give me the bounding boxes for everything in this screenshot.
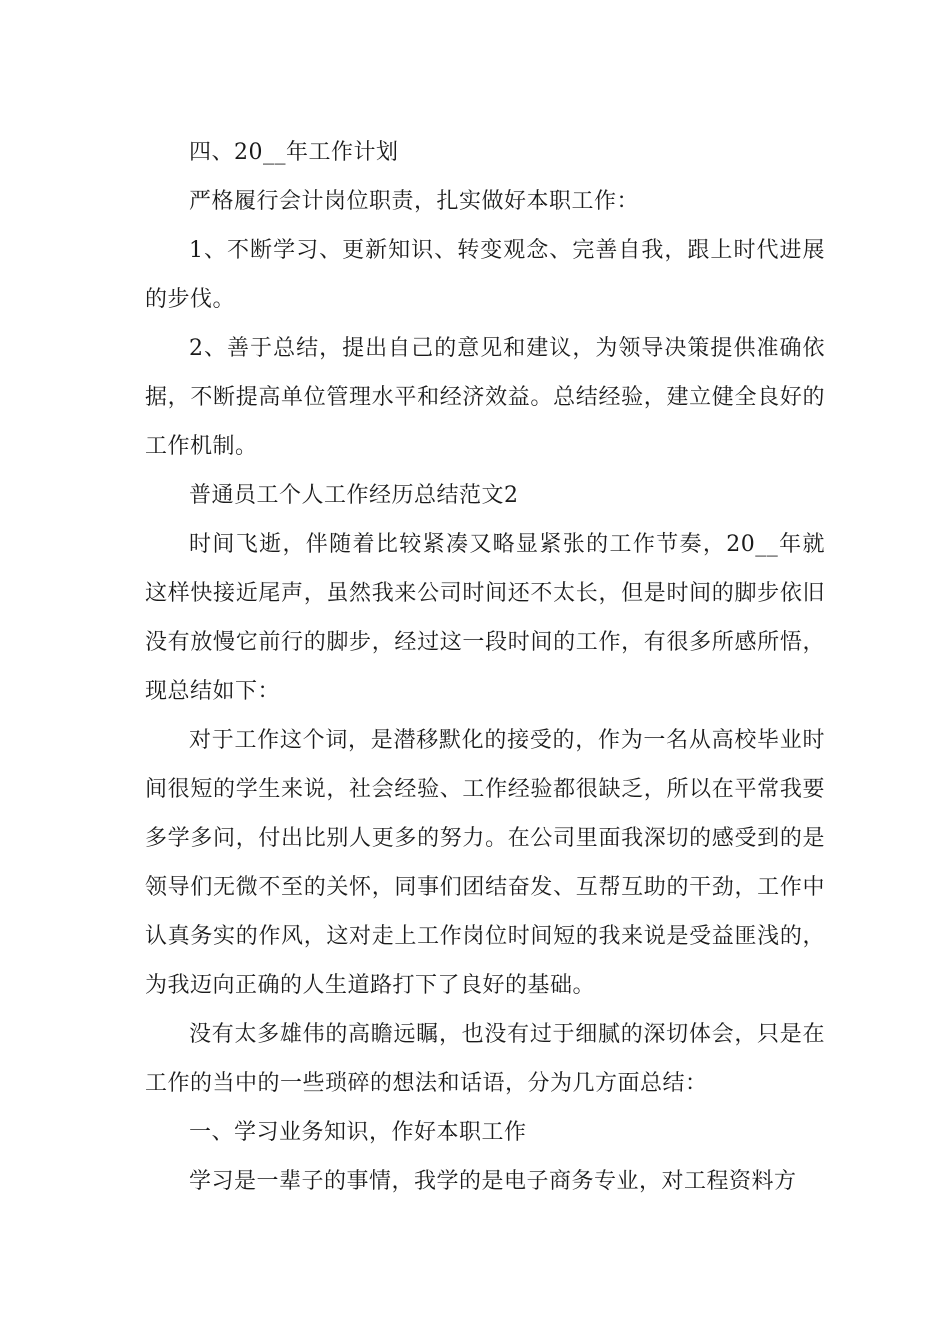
- section-heading-plan: 四、20__年工作计划: [189, 140, 399, 165]
- paragraph-learning: 学习是一辈子的事情，我学的是电子商务专业，对工程资料方: [189, 1169, 797, 1194]
- article-title: 普通员工个人工作经历总结范文2: [189, 483, 519, 508]
- paragraph-summary-intro: 没有太多雄伟的高瞻远瞩，也没有过于细腻的深切体会，只是在工作的当中的一些琐碎的想法和话语，分为几方面总结：: [145, 1022, 825, 1096]
- paragraph-item-2: 2、善于总结，提出自己的意见和建议，为领导决策提供准确依据，不断提高单位管理水平和经济效益。总结经验，建立健全良好的工作机制。: [145, 336, 825, 459]
- paragraph-item-1: 1、不断学习、更新知识、转变观念、完善自我，跟上时代进展的步伐。: [145, 238, 825, 312]
- paragraph-work-experience: 对于工作这个词，是潜移默化的接受的，作为一名从高校毕业时间很短的学生来说，社会经验、工作经验都很缺乏，所以在平常我要多学多问，付出比别人更多的努力。在公司里面我深切的感受到的是领导们无微不至的关怀，同事们团结奋发、互帮互助的干劲，工作中认真务实的作风，这对走上工作岗位时间短的我来说是受益匪浅的，为我迈向正确的人生道路打下了良好的基础。: [145, 728, 825, 998]
- section-heading-learning: 一、学习业务知识，作好本职工作: [189, 1120, 527, 1145]
- paragraph-duty-intro: 严格履行会计岗位职责，扎实做好本职工作：: [189, 189, 640, 214]
- paragraph-intro: 时间飞逝，伴随着比较紧凑又略显紧张的工作节奏，20__年就这样快接近尾声，虽然我来公司时间还不太长，但是时间的脚步依旧没有放慢它前行的脚步，经过这一段时间的工作，有很多所感所悟，现总结如下：: [145, 532, 825, 704]
- document-body: [145, 128, 825, 1206]
